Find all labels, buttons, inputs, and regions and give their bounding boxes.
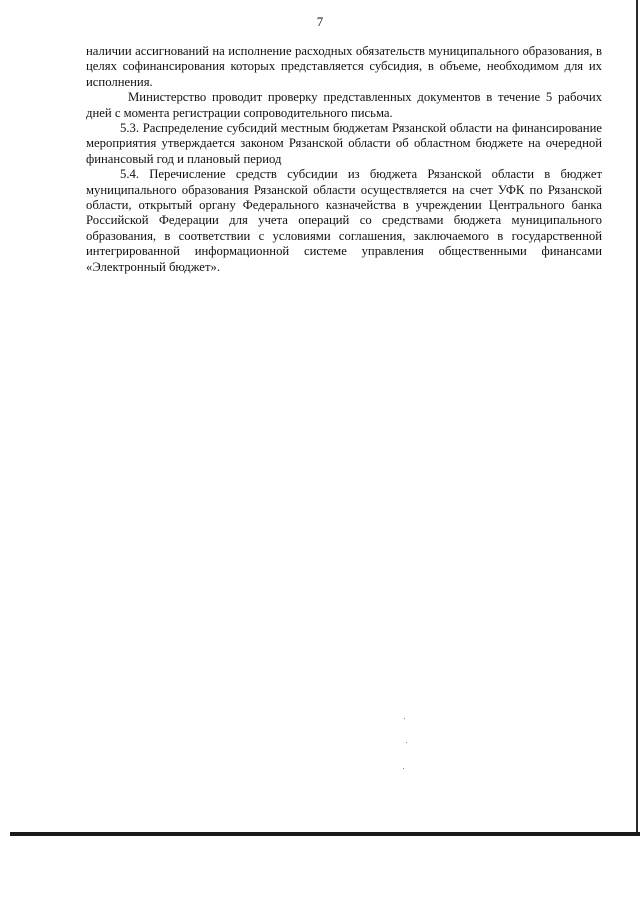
paragraph-clause-5-3: 5.3. Распределение субсидий местным бюджетам Рязанской области на финансирование мероприятия утверждается законом Рязанской области об областном бюджете на очередной финансовый год и плановый период — [86, 121, 602, 166]
paragraph-ministry-check: Министерство проводит проверку представленных документов в течение 5 рабочих дней с момента регистрации сопроводительного письма. — [86, 90, 602, 120]
scan-speck — [404, 718, 405, 719]
scan-speck — [403, 768, 404, 769]
paragraph-continuation: наличии ассигнований на исполнение расходных обязательств муниципального образования, в целях софинансирования которых представляется субсидия, в объеме, необходимом для их исполнения. — [86, 44, 602, 89]
paragraph-clause-5-4: 5.4. Перечисление средств субсидии из бюджета Рязанской области в бюджет муниципального образования Рязанской области осуществляется на счет УФК по Рязанской области, открытый органу Федерального казначейства в учреждении Центрального банка Российской Федерации для учета операций со средствами бюджета муниципального образования, в соответствии с условиями соглашения, заключаемого в государственной интегрированной информационной системе управления общественными финансами — [86, 167, 602, 259]
paragraph-clause-5-4-tail: «Электронный бюджет». — [86, 259, 220, 274]
scan-speck — [406, 742, 407, 743]
document-body — [86, 44, 602, 275]
page-number: 7 — [316, 14, 324, 29]
scan-edge-bottom — [10, 832, 640, 836]
scan-edge-right — [636, 0, 638, 836]
